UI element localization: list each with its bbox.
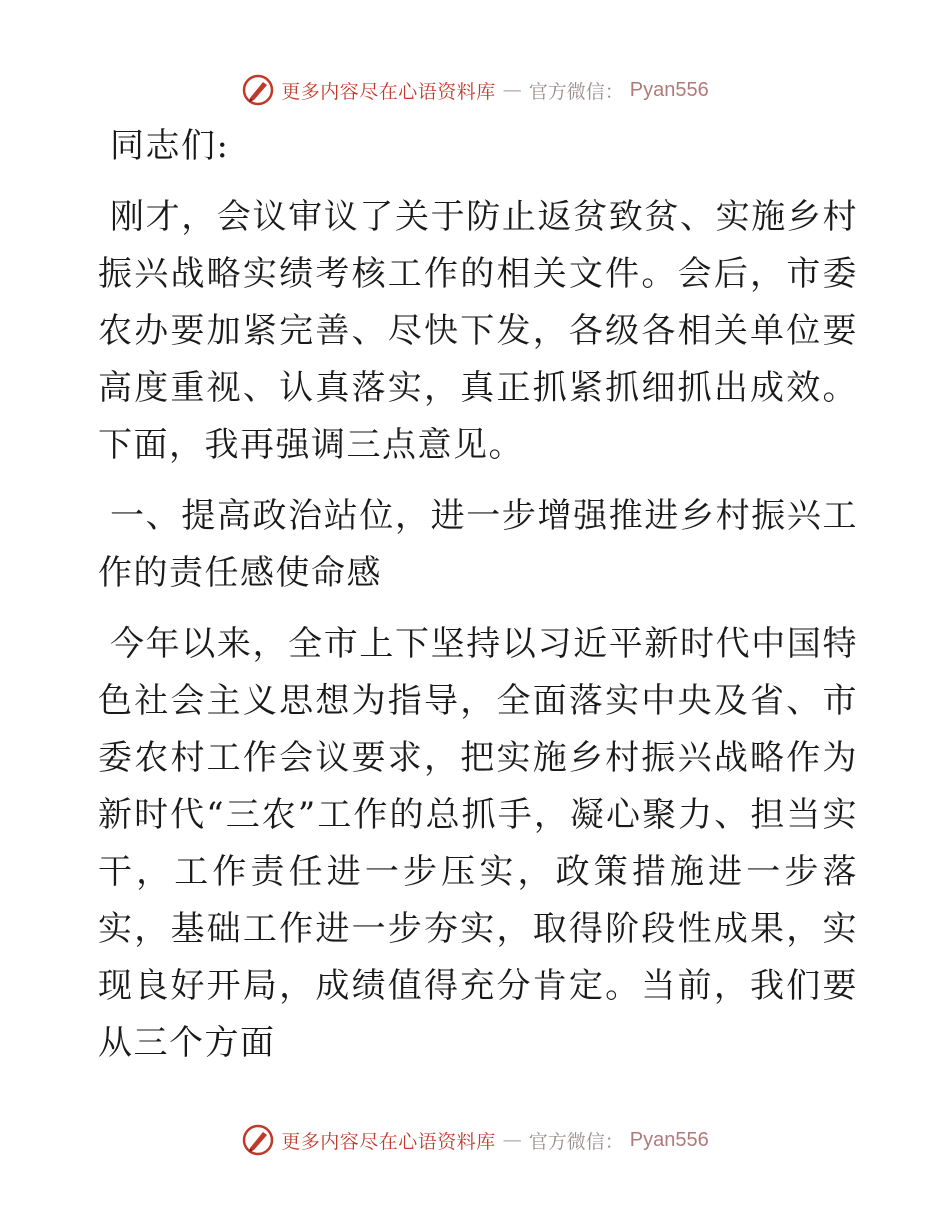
document-body bbox=[98, 118, 858, 1072]
watermark-wechat-id: Pyan556 bbox=[629, 1128, 709, 1151]
pen-logo-icon bbox=[241, 1123, 275, 1157]
watermark-wechat-label: 官方微信： bbox=[528, 80, 624, 103]
paragraph-section-1: 今年以来，全市上下坚持以习近平新时代中国特色社会主义思想为指导，全面落实中央及省、市委农村工作会议要求，把实施乡村振兴战略作为新时代“三农”工作的总抓手，凝心聚力、担当实干，工作责任进一步压实，政策措施进一步落实，基础工作进一步夯实，取得阶段性成果，实现良好开局，成绩值得充分肯定。当前，我们要从三个方面 bbox=[98, 624, 858, 1063]
pen-logo-icon bbox=[241, 73, 275, 107]
section-heading-1: 一、提高政治站位，进一步增强推进乡村振兴工作的责任感使命感 bbox=[98, 496, 858, 593]
footer-watermark bbox=[0, 1120, 950, 1160]
watermark-wechat-label: 官方微信： bbox=[528, 1130, 624, 1153]
watermark-wechat-id: Pyan556 bbox=[629, 78, 709, 101]
paragraph-opening: 刚才，会议审议了关于防止返贫致贫、实施乡村振兴战略实绩考核工作的相关文件。会后，市委农办要加紧完善、尽快下发，各级各相关单位要高度重视、认真落实，真正抓紧抓细抓出成效。下面，我再强调三点意见。 bbox=[98, 197, 858, 465]
watermark-separator: — bbox=[502, 1129, 522, 1151]
watermark-site-text: 更多内容尽在心语资料库 bbox=[281, 1130, 496, 1153]
header-watermark bbox=[0, 70, 950, 110]
salutation: 同志们: bbox=[110, 126, 230, 166]
watermark-separator: — bbox=[502, 79, 522, 101]
watermark-site-text: 更多内容尽在心语资料库 bbox=[281, 80, 496, 103]
